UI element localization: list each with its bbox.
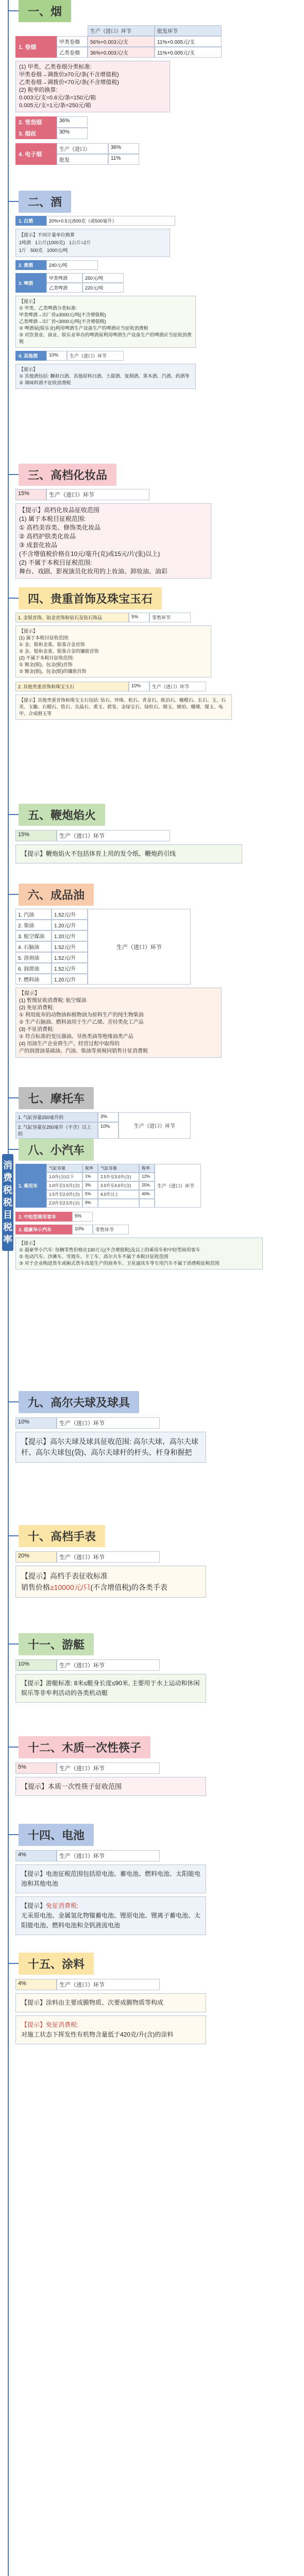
yacht-note: 【提示】游艇标准: 8米≤艇身长度≤90米, 主要用于水上运动和休闲娱乐等非牟利活动的各类机动艇 — [15, 1674, 206, 1703]
cigarette-notes: (1) 甲类、乙类卷烟分类标准: 甲类卷烟→调拨价≥70元/条(不含增值税) 乙类卷烟→调拨价<70元/条(不含增值税) (2) 税率的换算: 0.003元/支=0.6元/条=150元/箱 0.005元/支=1元/条=250元/箱 — [15, 61, 170, 112]
section-chopsticks — [15, 1736, 294, 1796]
beer-notes: 【提示】 ① 甲类、乙类啤酒分类标准: 甲类啤酒→出厂价≥3000元/吨(不含增值税) 乙类啤酒→出厂价<3000元/吨(不含增值税) ② 啤酒屋(娱乐业)利用啤酒生产设备生产的啤酒应当征收消费税 ③ 对饮食业、商业、娱乐业举办的啤酒屋利用啤酒生产设备生产的啤酒应当征收消费税 — [15, 296, 196, 348]
baijiu-row: 1. 白酒 20%+0.5元/500克（或500毫升） — [15, 216, 294, 226]
mindmap-spine — [8, 0, 9, 2576]
oil-notes: 【提示】 (1) 暂缓征收消费税: 航空煤油 (2) 免征消费税: ① 利用废弃的动物油和植物油为原料生产的纯生物柴油 ② 生产石脑油、燃料油用于生产乙烯、芳烃类化工产品 (3) 不征消费税: ① 符合标准的变压器油、导热类油等绝缘油类产品 (4) 用油生产企业将生产、经营过程中取得的 产的润滑油基础油、汽油、柴油等须视同销售计征消费税 — [15, 988, 222, 1058]
other-jewelry-note: 【提示】其他贵重首饰和珠宝玉石包括: 钻石、珍珠、松石、青金石、欧泊石、橄榄石、长石、玉、石英、玉髓、石榴石、锆石、尖晶石、黄玉、碧玺、金绿宝石、绿柱石、刚玉、琥珀、珊瑚、煤玉、龟甲、合成刚玉等 — [15, 694, 232, 720]
firecracker-rate-row: 15% 生产（进口）环节 — [15, 830, 294, 841]
section-title: 十、高档手表 — [19, 1525, 105, 1547]
mid-bus-row: 2. 中轻型商用客车 5% — [15, 1212, 294, 1222]
yacht-rate-row: 10% 生产（进口）环节 — [15, 1659, 294, 1671]
section-golf — [15, 1391, 294, 1463]
section-title: 二、酒 — [19, 191, 71, 213]
cigarette-block: 1. 卷烟 甲类卷烟 56%+0.003元/支 11%+0.005元/支 乙类卷烟 36%+0.003元/支 11%+0.005元/支 — [15, 36, 294, 58]
section-firecrackers — [15, 804, 294, 863]
coating-rate-row: 4% 生产（进口）环节 — [15, 1979, 294, 1990]
section-title: 三、高档化妆品 — [19, 464, 116, 486]
cosmetics-notes: 【提示】高档化妆品征收范围 (1) 属于本税目征税范围: ① 高档美容类、修饰类化妆品 ② 高档护肤类化妆品 ③ 成套化妆品 (不含增值税价格在10元/毫升(克)或15元/片(张)以上) (2) 不属于本税目征税范围: 舞台、戏剧、影视演员化妆用的上妆油、卸妆油、油彩 — [15, 503, 211, 579]
other-liquor-notes: 【提示】 ① 其他酒包括: 糠麸白酒、其他原料白酒、土甜酒、复制酒、果木酒、汽酒、药酒等 ② 调味料酒不征收消费税 — [15, 364, 196, 389]
golf-note: 【提示】高尔夫球及球具征收范围: 高尔夫球、高尔夫球杆、高尔夫球包(袋)、高尔夫球杆的杆头、杆身和握把 — [15, 1432, 206, 1463]
section-title: 四、贵重首饰及珠宝玉石 — [19, 587, 162, 609]
section-yacht — [15, 1633, 294, 1703]
section-title: 九、高尔夫球及球具 — [19, 1391, 139, 1413]
cosmetics-rate-row: 15% 生产（进口）环节 — [15, 489, 294, 500]
section-jewelry — [15, 587, 294, 720]
watch-note: 【提示】高档手表征收标准 销售价格≥10000元/只(不含增值税)的各类手表 — [15, 1566, 206, 1598]
section-coating — [15, 1953, 294, 2044]
section-title: 八、小汽车 — [19, 1139, 94, 1161]
battery-rate-row: 4% 生产（进口）环节 — [15, 1850, 294, 1861]
section-tobacco — [15, 0, 294, 165]
section-motorcycle — [15, 1087, 294, 1139]
section-watch — [15, 1525, 294, 1598]
root-title: 消费税税目税率 — [2, 1154, 13, 1251]
car-notes: 【提示】 ① 超豪华小汽车: 每辆零售价格在130万元(不含增值税)及以上的乘用车和中轻型商用客车 ② 电动汽车、沙滩车、雪地车、卡丁车、高尔夫车不属于本税目征收范围 ③ 对于企业购进货车或厢式货车改装生产的商务车、卫星通讯车等专用汽车不属于消费税征税范围 — [15, 1238, 263, 1269]
ecig-block: 4. 电子烟 生产（进口） 36% 批发 11% — [15, 143, 294, 165]
chopsticks-note: 【提示】本质一次性筷子征收范围 — [15, 1777, 206, 1796]
moto-table: 1. 气缸容量250毫升的 3% 2. 气缸容量在250毫升（不含）以上的 10% 生产（进口）环节 — [15, 1112, 294, 1139]
section-battery — [15, 1824, 294, 1935]
golf-rate-row: 10% 生产（进口）环节 — [15, 1417, 294, 1429]
section-car — [15, 1139, 294, 1269]
cigar-row: 2. 雪茄烟 36% — [15, 116, 294, 128]
section-title: 五、鞭炮焰火 — [19, 804, 105, 826]
beer-block: 3. 啤酒 甲类啤酒 250元/吨 乙类啤酒 220元/吨 — [15, 273, 294, 293]
gold-row: 1. 金银首饰、铂金首饰和钻石及钻石饰品 5% 零售环节 — [15, 613, 294, 622]
section-title: 十五、涂料 — [19, 1953, 94, 1975]
battery-note-1: 【提示】电池征税范围包括原电池、蓄电池、燃料电池、太阳能电池和其他电池 — [15, 1865, 206, 1893]
section-title: 七、摩托车 — [19, 1087, 94, 1109]
battery-note-2: 【提示】免征消费税: 无汞原电池、金属氢化物镍蓄电池、锂原电池、锂离子蓄电池、太阳能电池、燃料电池和全钒液流电池 — [15, 1896, 206, 1935]
luxury-car-row: 3. 超豪华小汽车 10% 零售环节 — [15, 1225, 294, 1234]
other-liquor-row: 4. 其他酒 10% 生产（进口）环节 — [15, 351, 294, 361]
section-oil — [15, 884, 294, 1058]
baijiu-units: 【提示】不同计量单位换算 1吨酒 1公斤(1000克) 1公斤=2斤 1斤 500克 1000元/吨 — [15, 229, 170, 257]
section-title: 十四、电池 — [19, 1824, 94, 1846]
firecracker-note: 【提示】鞭炮焰火不包括体育上用的发令纸、鞭炮药引线 — [15, 844, 242, 863]
watch-rate-row: 20% 生产（进口）环节 — [15, 1551, 294, 1563]
other-jewelry-row: 2. 其他贵重首饰和珠宝玉石 10% 生产（进口）环节 — [15, 682, 294, 691]
section-title: 十二、木质一次性筷子 — [19, 1736, 150, 1758]
coating-note-2: 【提示】免征消费税: 对施工状态下挥发性有机物含量低于420克/升(含)的涂料 — [15, 2015, 206, 2044]
section-liquor — [15, 191, 294, 389]
huangjiu-row: 2. 黄酒 240元/吨 — [15, 260, 294, 270]
tobacco-table-header: 生产（进口）环节 批发环节 — [15, 25, 294, 36]
section-title: 十一、游艇 — [19, 1633, 94, 1655]
section-title: 一、烟 — [19, 0, 71, 22]
section-title: 六、成品油 — [19, 884, 94, 906]
gold-notes: 【提示】 (1) 属于本税目征收范围: ① 金、银和金基、银基合金首饰 ② 金、银和金基、银基合金的镶嵌首饰 (2) 不属于本税目征收范围: ① 镀金(银)、包金(银)首饰 ② 镀金(银)、包金(银)的镶嵌首饰 — [15, 625, 211, 677]
coating-note-1: 【提示】涂料由主要成膜物质、次要成膜物质等构成 — [15, 1993, 206, 2012]
oil-table: 1. 汽油 1.52元/升 2. 柴油 1.20元/升 3. 航空煤油 1.20元/升 4. 石脑油 1.52元/升 5. 溶剂油 1.52元/升 6. 润滑油 1.52元/升 7. 燃料油 1.20元/升 生产（进口）环节 — [15, 909, 294, 985]
oil-stage: 生产（进口）环节 — [88, 909, 191, 985]
chopsticks-rate-row: 5% 生产（进口）环节 — [15, 1762, 294, 1774]
section-cosmetics — [15, 464, 294, 579]
passenger-car-block: 1. 乘用车 气缸容量 税率 气缸容量 税率 1.0升(含)以下 1% 2.5升至3.0升(含) 12% 1.0升至1.5升(含) 3% 3.0升至4.0升(含) 25% 1.5升至2.0升(含) 5% 4.0升以上 40% 2.0升至2.5升(含) 9% 生产（进口）环节 — [15, 1164, 294, 1208]
pipe-tobacco-row: 3. 烟丝 30% — [15, 128, 294, 139]
